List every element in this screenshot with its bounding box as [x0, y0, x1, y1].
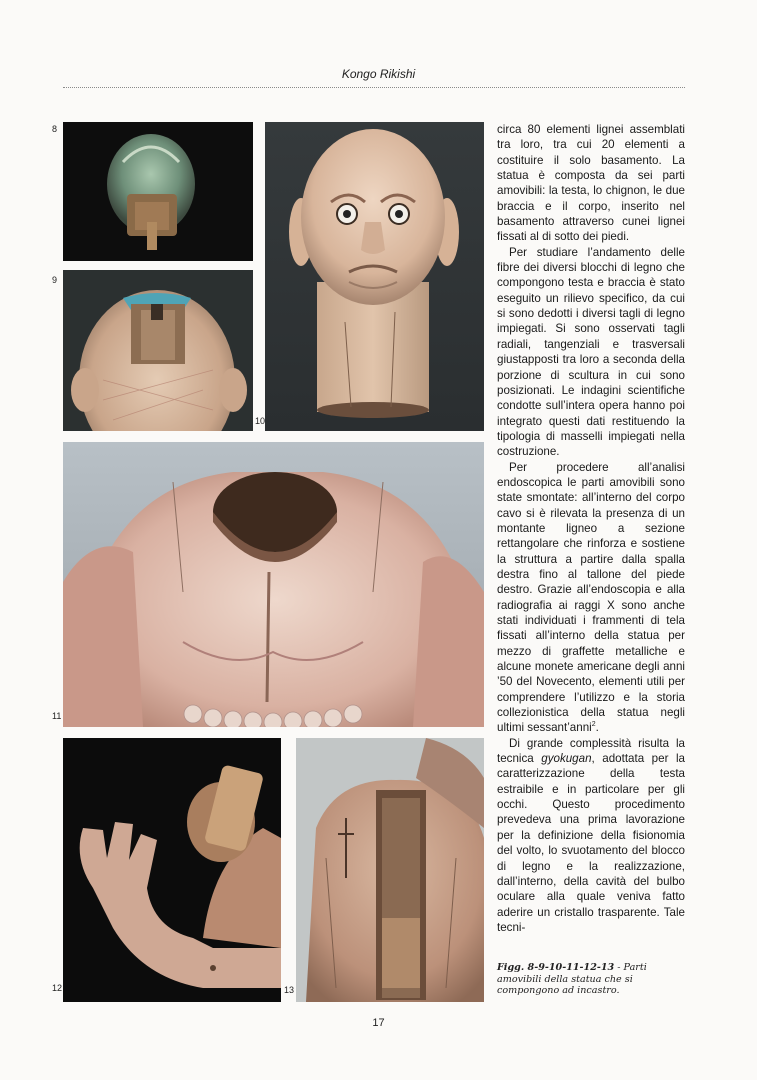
- figure-9-head-back-photo: [63, 270, 253, 431]
- figure-number-12: 12: [52, 983, 63, 993]
- figure-number-11: 11: [52, 711, 62, 721]
- figure-number-8: 8: [52, 124, 58, 134]
- paragraph-4-rest: , adottata per la caratterizzazione della testa estraibile e in particolare per gli occhi. Questo procedimento prevedeva una prima lavorazione per la definizione della fisionomia del volto, lo svuotamento del blocco di legno e la realizzazione, dall’interno, della cavità del bulbo oculare alla quale veniva fatto aderire un cristallo trasparente. Tale tecni-: [497, 752, 685, 934]
- figure-10-head-photo: [265, 122, 484, 431]
- figure-number-13: 13: [284, 985, 295, 995]
- figure-12-arm-photo: [63, 738, 281, 1002]
- figure-8-chignon-photo: [63, 122, 253, 261]
- footnote-reference-2: 2: [591, 721, 596, 729]
- figure-number-10: 10: [255, 416, 266, 426]
- paragraph-3-end: .: [595, 721, 599, 735]
- body-text-column: [497, 122, 685, 935]
- paragraph-4-start: Di grande complessità risulta la tecnica: [497, 736, 685, 766]
- paragraph-3-text: Per procedere all’analisi endoscopica le parti amovibili sono state smontate: all’interno del corpo cavo si è rilevata la presenza di un montante ligneo a sezione rettangolare che rinforza e sostiene la struttura a partire dalla spalla destra fino al tallone del piede destro. Grazie all’endoscopia e alla radiografia ai raggi X sono anche stati individuati i frammenti di tela fissati all’interno della statua per mezzo di graffette metalliche e alcune monete americane degli anni ’50 del Novecento, elementi utili per comprendere l’utilizzo e la storia collezionistica della statua negli ultimi sessant’anni: [497, 460, 685, 735]
- caption-text: - Parti amovibili della statua che si compongono ad incastro.: [497, 962, 647, 997]
- running-title: Kongo Rikishi: [341, 67, 416, 81]
- caption-label: Figg. 8-9-10-11-12-13: [497, 962, 615, 973]
- paragraph-2: Per studiare l’andamento delle fibre dei diversi blocchi di legno che compongono testa e braccia è stato eseguito un rilievo specifico, da cui si sono dedotti i diversi tagli di legno impiegati. Si sono osservati tagli radiali, tangenziali e trasversali giustapposti tra loro a seconda della porzione di scultura in cui sono posizionati. Le indagini scientifiche condotte sull’intera opera hanno poi integrato questi dati restituendo la tipologia di masselli impiegati nella costruzione.: [497, 245, 685, 459]
- paragraph-1: circa 80 elementi lignei assemblati tra loro, tra cui 20 elementi a costituire il solo basamento. La statua è composta da sei parti amovibili: la testa, lo chignon, le due braccia e il corpo, inserito nel basamento attraverso cunei lignei fissati al di sotto dei piedi.: [497, 123, 685, 244]
- page-number: 17: [372, 1017, 385, 1029]
- header-dotted-rule: [63, 87, 685, 88]
- paragraph-3: [497, 460, 685, 736]
- figure-caption: [497, 962, 685, 997]
- figure-number-9: 9: [52, 275, 58, 285]
- paragraph-4: [497, 736, 685, 935]
- figure-11-torso-photo: [63, 442, 484, 727]
- figure-13-body-cavity-photo: [296, 738, 484, 1002]
- paragraph-4-term: gyokugan: [541, 752, 592, 766]
